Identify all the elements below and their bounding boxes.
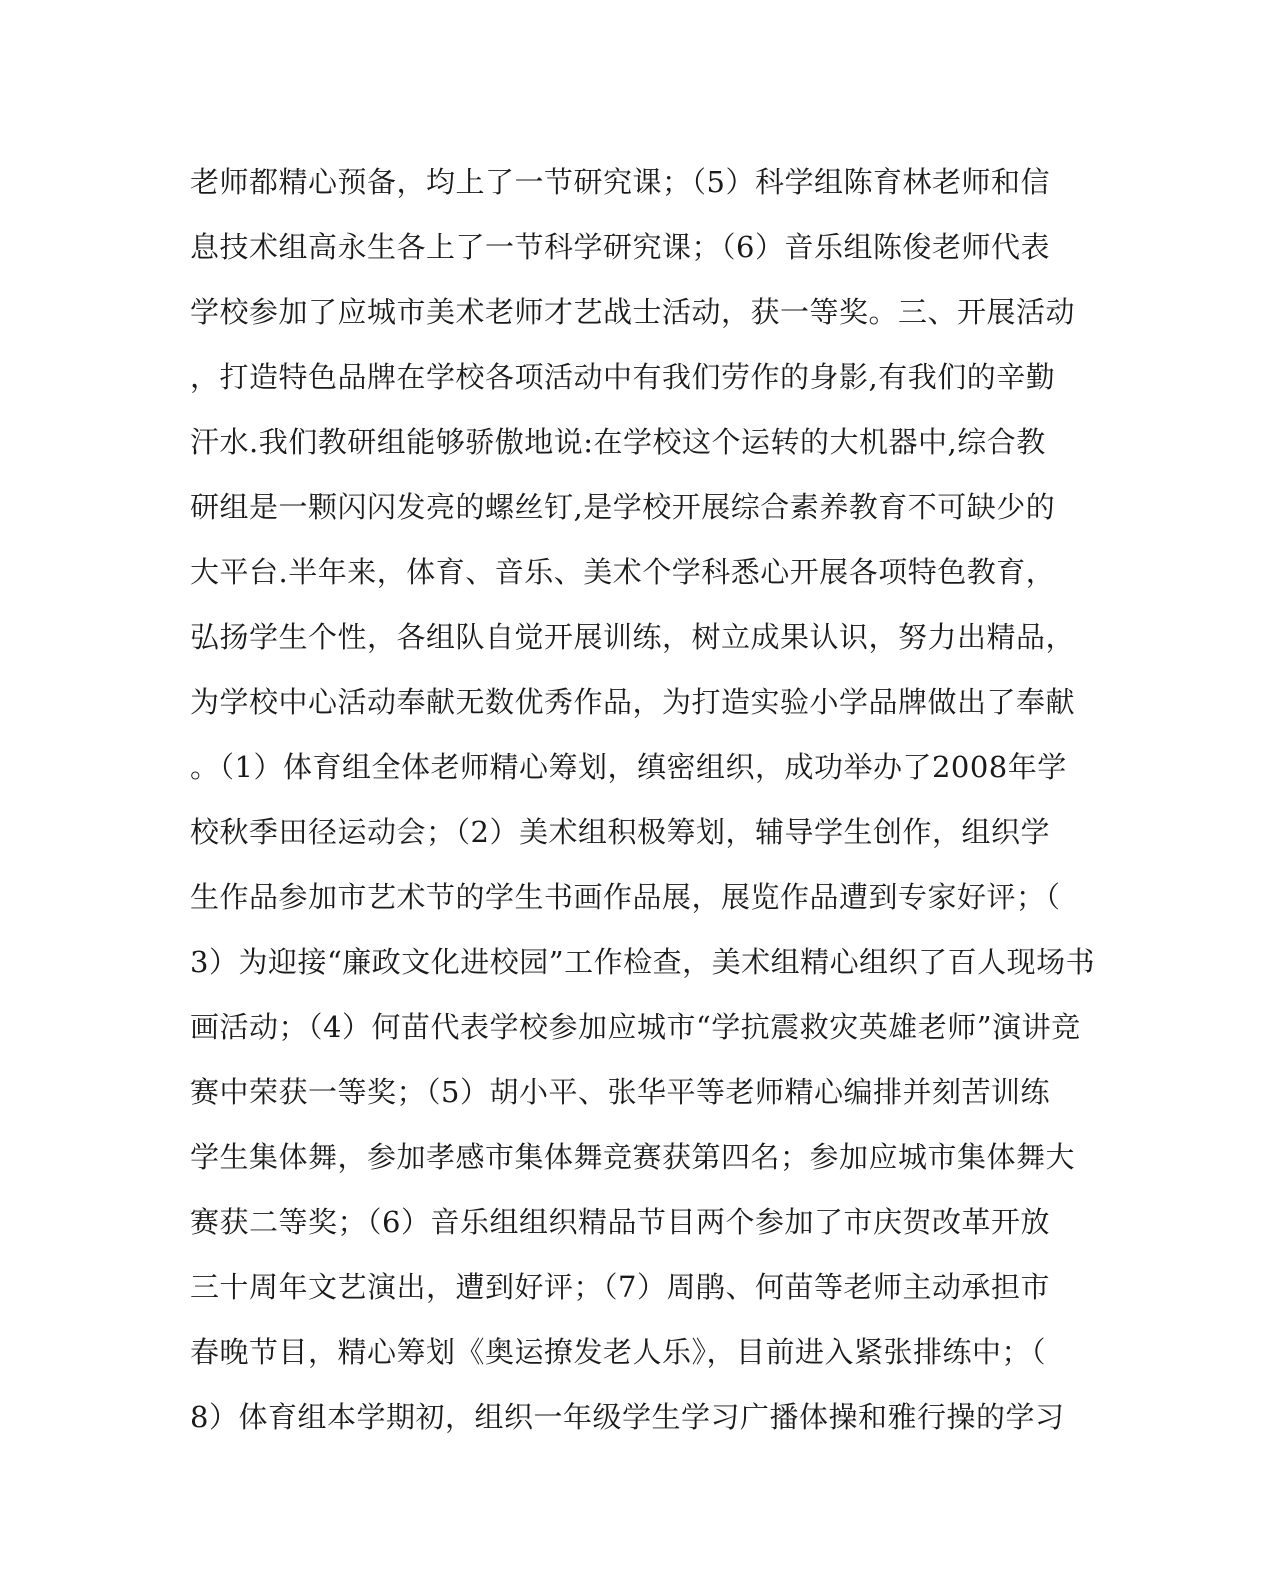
text-line: ，打造特色品牌在学校各项活动中有我们劳作的身影,有我们的辛勤 bbox=[190, 360, 1056, 394]
text-line: 春晚节目，精心筹划《奥运撩发老人乐》，目前进入紧张排练中；（ bbox=[190, 1335, 1047, 1369]
body-text bbox=[190, 150, 1096, 1450]
text-line: 赛获二等奖；（6）音乐组组织精品节目两个参加了市庆贺改革开放 bbox=[190, 1205, 1050, 1239]
text-line: 学生集体舞，参加孝感市集体舞竞赛获第四名；参加应城市集体舞大 bbox=[190, 1140, 1076, 1174]
text-line: 学校参加了应城市美术老师才艺战士活动，获一等奖。三、开展活动 bbox=[190, 295, 1076, 329]
text-line: 赛中荣获一等奖；（5）胡小平、张华平等老师精心编排并刻苦训练 bbox=[190, 1075, 1050, 1109]
text-line: 生作品参加市艺术节的学生书画作品展，展览作品遭到专家好评；（ bbox=[190, 880, 1061, 914]
text-line: 息技术组高永生各上了一节科学研究课；（6）音乐组陈俊老师代表 bbox=[190, 230, 1050, 264]
text-line: 校秋季田径运动会；（2）美术组积极筹划，辅导学生创作，组织学 bbox=[190, 815, 1050, 849]
text-line: 老师都精心预备，均上了一节研究课；（5）科学组陈育林老师和信 bbox=[190, 165, 1050, 199]
text-line: 为学校中心活动奉献无数优秀作品，为打造实验小学品牌做出了奉献 bbox=[190, 685, 1076, 719]
text-line: 8）体育组本学期初，组织一年级学生学习广播体操和雅行操的学习 bbox=[190, 1400, 1065, 1434]
text-line: 汗水.我们教研组能够骄傲地说:在学校这个运转的大机器中,综合教 bbox=[190, 425, 1046, 459]
text-line: 弘扬学生个性，各组队自觉开展训练，树立成果认识，努力出精品， bbox=[190, 620, 1076, 654]
text-line: 研组是一颗闪闪发亮的螺丝钉,是学校开展综合素养教育不可缺少的 bbox=[190, 490, 1056, 524]
text-line: 三十周年文艺演出，遭到好评；（7）周鹃、何苗等老师主动承担市 bbox=[190, 1270, 1050, 1304]
text-line: 画活动；（4）何苗代表学校参加应城市“学抗震救灾英雄老师”演讲竞 bbox=[190, 1010, 1081, 1044]
text-line: 3）为迎接“廉政文化进校园”工作检查，美术组精心组织了百人现场书 bbox=[190, 945, 1096, 979]
text-line: 。（1）体育组全体老师精心筹划，缜密组织，成功举办了2008年学 bbox=[190, 750, 1067, 784]
text-line: 大平台.半年来，体育、音乐、美术个学科悉心开展各项特色教育， bbox=[190, 555, 1056, 589]
